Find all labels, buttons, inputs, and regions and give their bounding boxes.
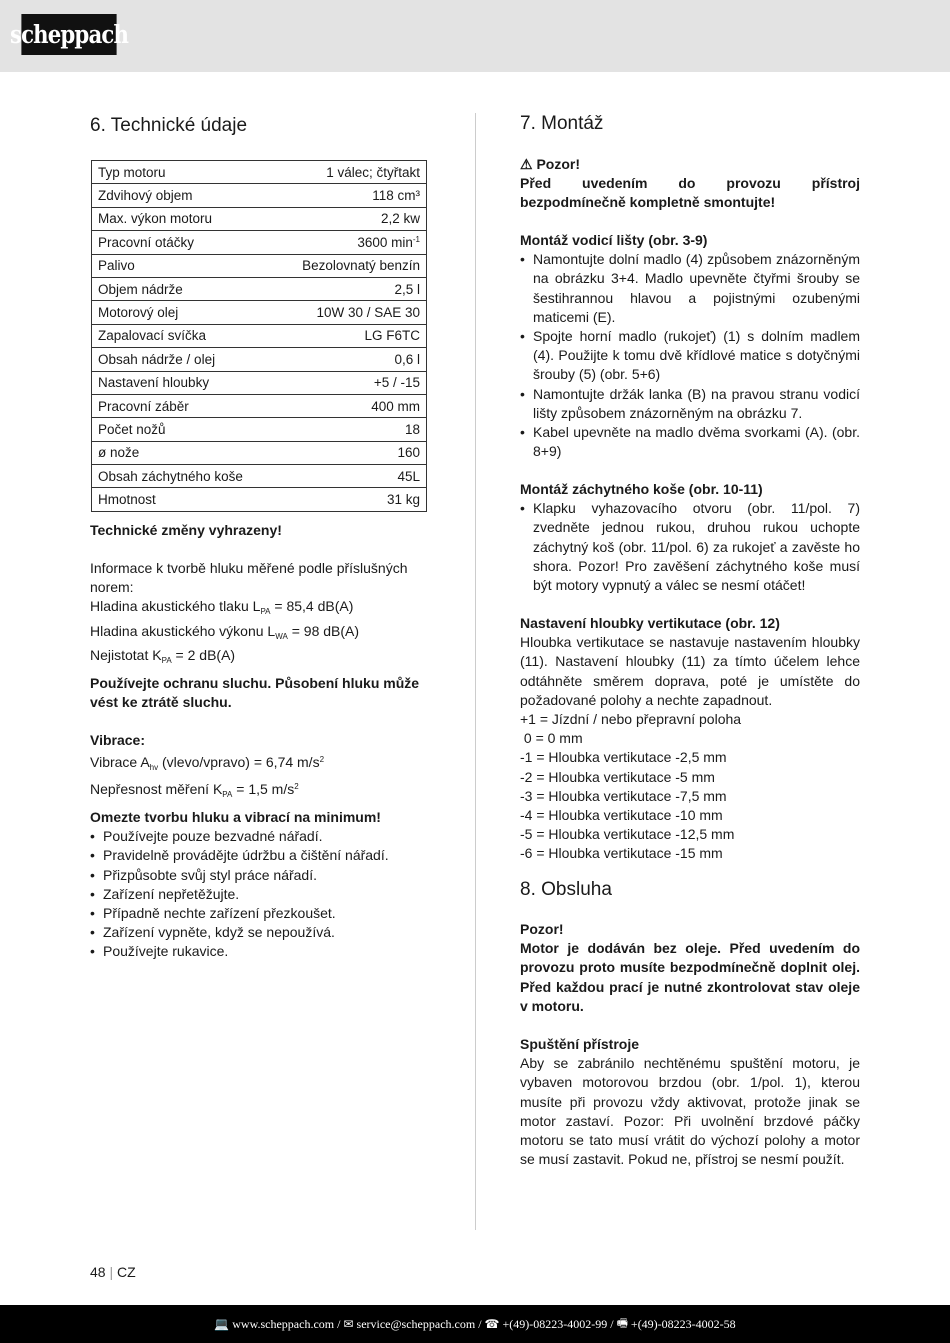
- spec-row: [92, 184, 427, 207]
- vibration-line: Vibrace $A_{hv}$ (vlevo/vpravo) = 6,74 $m/s^2$: [90, 754, 325, 773]
- kpa-line: Nejistotat $K_{PA} = 2$ dB(A): [90, 646, 236, 665]
- list-item: • Klapku vyhazovacího otvoru (obr. 11/pol. 7) zvedněte jednou rukou, druhou rukou uchopte záchytný koš (obr. 11/pol. 6) za rukojeť a zavěste ho shora. Pozor! Pro zavěšení záchytného koše musí být motory vypnutý a válec se nesmí otáčet!: [520, 499, 860, 595]
- spec-value: 31 kg: [275, 488, 427, 511]
- spec-row: [92, 394, 427, 417]
- changes-note: Technické změny vyhrazeny!: [90, 522, 282, 538]
- spec-value: 0,6 l: [275, 348, 427, 371]
- spec-row: [92, 465, 427, 488]
- depth-option: 0 = 0 mm: [520, 730, 583, 747]
- depth-text: Hloubka vertikutace se nastavuje nastavením hloubky (11). Nastavení hloubky (11) za tímto účelem lehce odtáhněte směrem doprava, poté je umístěte do požadované polohy a nechte zapadnout.: [520, 634, 860, 708]
- depth-title: Nastavení hloubky vertikutace (obr. 12): [520, 615, 780, 631]
- rail-steps: [520, 250, 860, 461]
- list-item: • Případně nechte zařízení přezkoušet.: [90, 904, 430, 923]
- spec-row: [92, 161, 427, 184]
- operation-warning: [520, 920, 860, 1016]
- depth-option: -2 = Hloubka vertikutace -5 mm: [520, 768, 715, 785]
- list-item: • Pravidelně provádějte údržbu a čištění nářadí.: [90, 846, 430, 865]
- spec-label: Zapalovací svíčka: [92, 324, 275, 347]
- computer-icon: 💻: [214, 1316, 233, 1331]
- fax-icon: 🖷: [616, 1315, 631, 1330]
- rail-assembly: [520, 231, 860, 461]
- noise-info: [90, 559, 435, 670]
- spec-value: 10W 30 / SAE 30: [275, 301, 427, 324]
- list-item: • Přizpůsobte svůj styl práce nářadí.: [90, 866, 430, 885]
- spec-row: [92, 418, 427, 441]
- spec-label: Motorový olej: [92, 301, 275, 324]
- startup-text: Aby se zabránilo nechtěnému spuštění motoru, je vybaven motorovou brzdou (obr. 1/pol. 1), kterou musíte při provozu vždy aktivovat, protože jinak se motor zastaví. Pozor: Při uvolnění brzdové páčky motoru se tato musí vrátit do výchozí polohy a motor se musí zastavit. Pokud ne, přístroj se nesmí použít.: [520, 1055, 860, 1168]
- section-8-heading: 8. Obsluha: [520, 879, 612, 900]
- spec-label: Typ motoru: [92, 161, 275, 184]
- hearing-warning: Používejte ochranu sluchu. Působení hluku může vést ke ztrátě sluchu.: [90, 675, 420, 711]
- vibration-uncertainty-line: Nepřesnost měření $K_{PA} = 1,5$ $m/s^2$: [90, 781, 299, 800]
- spec-label: Objem nádrže: [92, 277, 275, 300]
- spec-row: [92, 441, 427, 464]
- basket-title: Montáž záchytného koše (obr. 10-11): [520, 481, 763, 497]
- spec-label: Pracovní otáčky: [92, 231, 275, 254]
- spec-value: LG F6TC: [275, 324, 427, 347]
- spec-value: 3600 $\min^{-1}$: [275, 231, 427, 254]
- spec-label: Hmotnost: [92, 488, 275, 511]
- basket-assembly: [520, 480, 860, 595]
- startup-title: Spuštění přístroje: [520, 1036, 640, 1052]
- spec-value: 2,2 kw: [275, 207, 427, 230]
- spec-label: Nastavení hloubky: [92, 371, 275, 394]
- basket-steps: [520, 499, 860, 595]
- op-warning-text: Motor je dodáván bez oleje. Před uvedením do provozu proto musíte bezpodmínečně doplnit olej. Před každou prací je nutné zkontrolovat stav oleje v motoru.: [520, 940, 860, 1014]
- spec-row: [92, 254, 427, 277]
- list-item: • Používejte pouze bezvadné nářadí.: [90, 827, 430, 846]
- phone-number: +(49)-08223-4002-99: [502, 1316, 608, 1331]
- spec-row: [92, 277, 427, 300]
- scheppach-logo: scheppach: [21, 14, 116, 55]
- spec-value: Bezolovnatý benzín: [275, 254, 427, 277]
- website-link[interactable]: www.scheppach.com: [232, 1316, 335, 1331]
- list-item: • Namontujte dolní madlo (4) způsobem znázorněným na obrázku 3+4. Madlo upevněte čtyřmi šrouby se šestihrannou hlavou a pojistnými ozubenými maticemi (E).: [520, 250, 860, 327]
- depth-option: -1 = Hloubka vertikutace -2,5 mm: [520, 749, 727, 766]
- spec-row: [92, 324, 427, 347]
- section-6-heading: 6. Technické údaje: [90, 115, 248, 136]
- fax-number: +(49)-08223-4002-58: [630, 1316, 736, 1331]
- list-item: • Zařízení nepřetěžujte.: [90, 885, 430, 904]
- depth-list: [520, 710, 860, 864]
- spec-value: 18: [275, 418, 427, 441]
- depth-option: -3 = Hloubka vertikutace -7,5 mm: [520, 787, 727, 804]
- spec-label: Počet nožů: [92, 418, 275, 441]
- depth-option: +1 = Jízdní / nebo přepravní poloha: [520, 711, 742, 728]
- list-item: • Zařízení vypněte, když se nepoužívá.: [90, 923, 430, 942]
- vibration-title: Vibrace:: [90, 732, 145, 748]
- depth-setting: [520, 614, 860, 864]
- spec-label: ø nože: [92, 441, 275, 464]
- warning-title: ⚠ Pozor!: [520, 156, 580, 172]
- list-item: • Kabel upevněte na madlo dvěma svorkami (A). (obr. 8+9): [520, 423, 860, 461]
- spec-value: 45L: [275, 465, 427, 488]
- startup-block: [520, 1035, 860, 1169]
- list-item: • Používejte rukavice.: [90, 942, 430, 961]
- list-item: • Namontujte držák lanka (B) na pravou stranu vodicí lišty způsobem znázorněným na obrázku 7.: [520, 385, 860, 423]
- spec-value: 160: [275, 441, 427, 464]
- lwa-line: Hladina akustického výkonu $L_{WA} = 98$ dB(A): [90, 622, 360, 641]
- op-warning-title: Pozor!: [520, 921, 564, 937]
- spec-label: Pracovní záběr: [92, 394, 275, 417]
- spec-value: 118 cm³: [275, 184, 427, 207]
- column-divider: [475, 113, 476, 1230]
- spec-row: [92, 301, 427, 324]
- email-link[interactable]: service@scheppach.com: [356, 1316, 476, 1331]
- mail-icon: ✉: [343, 1316, 357, 1331]
- spec-value: 1 válec; čtyřtakt: [275, 161, 427, 184]
- spec-row: [92, 488, 427, 511]
- spec-value: +5 / -15: [275, 371, 427, 394]
- minimize-block: [90, 808, 430, 962]
- spec-label: Obsah záchytného koše: [92, 465, 275, 488]
- spec-row: [92, 371, 427, 394]
- spec-row: [92, 348, 427, 371]
- rail-title: Montáž vodicí lišty (obr. 3-9): [520, 232, 708, 248]
- assembly-warning: [520, 155, 860, 213]
- depth-option: -6 = Hloubka vertikutace -15 mm: [520, 845, 723, 862]
- minimize-list: [90, 827, 430, 961]
- spec-row: [92, 207, 427, 230]
- spec-value: 2,5 l: [275, 277, 427, 300]
- phone-icon: ☎: [484, 1316, 503, 1331]
- section-7-heading: 7. Montáž: [520, 113, 604, 134]
- spec-label: Palivo: [92, 254, 275, 277]
- list-item: • Spojte horní madlo (rukojeť) (1) s dolním madlem (4). Použijte k tomu dvě křídlové matice s dotyčnými šrouby (5) (obr. 5+6): [520, 327, 860, 385]
- depth-option: -5 = Hloubka vertikutace -12,5 mm: [520, 826, 735, 843]
- header-bar: [0, 0, 950, 72]
- lpa-line: Hladina akustického tlaku $L_{PA} = 85,4$ dB(A): [90, 598, 354, 617]
- spec-value: 400 mm: [275, 394, 427, 417]
- spec-label: Max. výkon motoru: [92, 207, 275, 230]
- vibration-block: [90, 731, 430, 805]
- depth-option: -4 = Hloubka vertikutace -10 mm: [520, 807, 723, 824]
- spec-label: Zdvihový objem: [92, 184, 275, 207]
- warning-text: Před uvedením do provozu přístroj bezpodmínečně kompletně smontujte!: [520, 175, 860, 211]
- spec-row: [92, 231, 427, 254]
- spec-label: Obsah nádrže / olej: [92, 348, 275, 371]
- spec-table: [91, 160, 427, 512]
- page-number: 48 | CZ: [90, 1264, 136, 1280]
- noise-intro: Informace k tvorbě hluku měřené podle příslušných norem:: [90, 560, 408, 596]
- footer-bar: 💻 www.scheppach.com / ✉ service@scheppach.com / ☎ +(49)-08223-4002-99 / 🖷 +(49)-08223-4002-58: [0, 1305, 950, 1343]
- minimize-title: Omezte tvorbu hluku a vibrací na minimum!: [90, 809, 381, 825]
